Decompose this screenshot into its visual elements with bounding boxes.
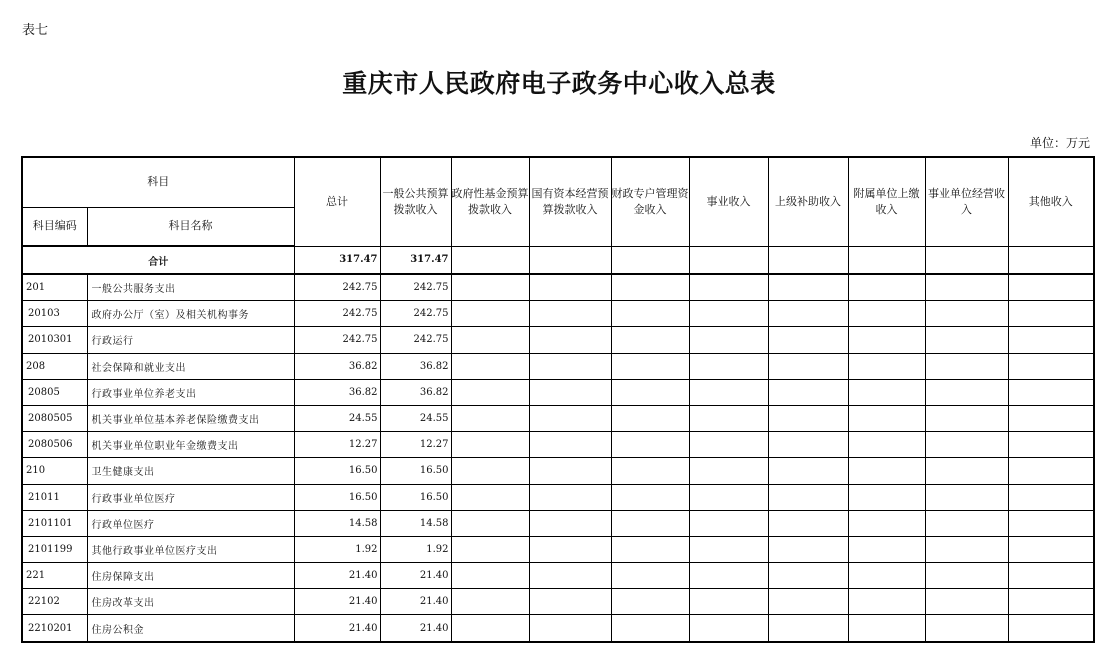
empty-cell <box>451 301 529 327</box>
subject-code-cell: 2101199 <box>22 536 87 562</box>
total-cell: 21.40 <box>294 563 380 589</box>
subject-code-cell: 21011 <box>22 484 87 510</box>
empty-cell <box>848 301 925 327</box>
empty-cell <box>848 458 925 484</box>
empty-cell <box>768 563 848 589</box>
empty-cell <box>848 484 925 510</box>
empty-cell <box>768 458 848 484</box>
empty-cell <box>848 510 925 536</box>
general-budget-cell: 21.40 <box>380 563 451 589</box>
total-cell: 242.75 <box>294 327 380 353</box>
total-cell: 16.50 <box>294 458 380 484</box>
table-row <box>22 536 1094 562</box>
empty-cell <box>1008 484 1094 510</box>
empty-cell <box>925 301 1008 327</box>
total-cell: 317.47 <box>294 246 380 274</box>
empty-cell <box>925 484 1008 510</box>
total-cell: 21.40 <box>294 615 380 642</box>
empty-cell <box>768 405 848 431</box>
total-cell: 36.82 <box>294 379 380 405</box>
empty-cell <box>451 379 529 405</box>
total-cell: 16.50 <box>294 484 380 510</box>
subject-code-cell: 2080506 <box>22 432 87 458</box>
empty-cell <box>925 615 1008 642</box>
empty-cell <box>529 379 611 405</box>
empty-cell <box>451 510 529 536</box>
subject-name-cell: 社会保障和就业支出 <box>87 353 294 379</box>
empty-cell <box>529 589 611 615</box>
affiliated-header: 附属单位上缴收入 <box>848 157 925 246</box>
general-budget-cell: 317.47 <box>380 246 451 274</box>
operation-header: 事业单位经营收入 <box>925 157 1008 246</box>
general-budget-cell: 12.27 <box>380 432 451 458</box>
table-row <box>22 458 1094 484</box>
empty-cell <box>611 484 689 510</box>
subject-code-cell: 221 <box>22 563 87 589</box>
total-label: 合计 <box>22 246 294 274</box>
total-row <box>22 246 1094 274</box>
subject-name-header: 科目名称 <box>87 207 294 246</box>
empty-cell <box>1008 615 1094 642</box>
empty-cell <box>451 405 529 431</box>
subject-name-cell: 政府办公厅（室）及相关机构事务 <box>87 301 294 327</box>
empty-cell <box>768 589 848 615</box>
table-row <box>22 379 1094 405</box>
empty-cell <box>689 405 768 431</box>
empty-cell <box>689 379 768 405</box>
general-budget-cell: 242.75 <box>380 301 451 327</box>
empty-cell <box>925 563 1008 589</box>
empty-cell <box>848 589 925 615</box>
empty-cell <box>611 589 689 615</box>
empty-cell <box>611 432 689 458</box>
total-cell: 21.40 <box>294 589 380 615</box>
table-row <box>22 484 1094 510</box>
empty-cell <box>768 246 848 274</box>
empty-cell <box>529 458 611 484</box>
table-number-label: 表七 <box>22 23 49 38</box>
total-header: 总计 <box>294 157 380 246</box>
empty-cell <box>1008 405 1094 431</box>
empty-cell <box>451 589 529 615</box>
empty-cell <box>1008 536 1094 562</box>
empty-cell <box>451 484 529 510</box>
empty-cell <box>689 510 768 536</box>
empty-cell <box>768 484 848 510</box>
empty-cell <box>768 379 848 405</box>
empty-cell <box>529 432 611 458</box>
empty-cell <box>689 432 768 458</box>
empty-cell <box>689 484 768 510</box>
subject-name-cell: 住房保障支出 <box>87 563 294 589</box>
subject-name-cell: 机关事业单位基本养老保险缴费支出 <box>87 405 294 431</box>
empty-cell <box>689 563 768 589</box>
empty-cell <box>848 327 925 353</box>
empty-cell <box>925 536 1008 562</box>
empty-cell <box>848 563 925 589</box>
general-budget-cell: 21.40 <box>380 615 451 642</box>
general-budget-cell: 16.50 <box>380 458 451 484</box>
table-row <box>22 563 1094 589</box>
general-budget-cell: 242.75 <box>380 274 451 301</box>
general-budget-header: 一般公共预算拨款收入 <box>380 157 451 246</box>
total-cell: 12.27 <box>294 432 380 458</box>
empty-cell <box>529 327 611 353</box>
gov-fund-header: 政府性基金预算拨款收入 <box>451 157 529 246</box>
empty-cell <box>1008 510 1094 536</box>
business-income-header: 事业收入 <box>689 157 768 246</box>
subject-code-cell: 208 <box>22 353 87 379</box>
empty-cell <box>451 615 529 642</box>
empty-cell <box>611 405 689 431</box>
empty-cell <box>1008 327 1094 353</box>
subject-name-cell: 行政事业单位养老支出 <box>87 379 294 405</box>
general-budget-cell: 36.82 <box>380 353 451 379</box>
empty-cell <box>768 536 848 562</box>
empty-cell <box>529 484 611 510</box>
total-cell: 14.58 <box>294 510 380 536</box>
empty-cell <box>1008 246 1094 274</box>
empty-cell <box>689 274 768 301</box>
empty-cell <box>925 353 1008 379</box>
subject-code-cell: 2210201 <box>22 615 87 642</box>
total-cell: 1.92 <box>294 536 380 562</box>
state-capital-header: 国有资本经营预算拨款收入 <box>529 157 611 246</box>
empty-cell <box>611 379 689 405</box>
empty-cell <box>689 246 768 274</box>
empty-cell <box>1008 458 1094 484</box>
empty-cell <box>611 327 689 353</box>
empty-cell <box>529 246 611 274</box>
empty-cell <box>1008 274 1094 301</box>
empty-cell <box>611 301 689 327</box>
empty-cell <box>768 432 848 458</box>
subject-code-cell: 2010301 <box>22 327 87 353</box>
subject-code-cell: 210 <box>22 458 87 484</box>
total-cell: 242.75 <box>294 274 380 301</box>
empty-cell <box>611 563 689 589</box>
table-row <box>22 327 1094 353</box>
empty-cell <box>925 274 1008 301</box>
subject-name-cell: 行政运行 <box>87 327 294 353</box>
empty-cell <box>689 536 768 562</box>
empty-cell <box>689 327 768 353</box>
empty-cell <box>768 353 848 379</box>
empty-cell <box>451 274 529 301</box>
empty-cell <box>611 458 689 484</box>
empty-cell <box>451 246 529 274</box>
fiscal-special-header: 财政专户管理资金收入 <box>611 157 689 246</box>
table-row <box>22 274 1094 301</box>
empty-cell <box>768 327 848 353</box>
subject-name-cell: 行政事业单位医疗 <box>87 484 294 510</box>
other-income-header: 其他收入 <box>1008 157 1094 246</box>
empty-cell <box>768 510 848 536</box>
subject-name-cell: 机关事业单位职业年金缴费支出 <box>87 432 294 458</box>
empty-cell <box>611 510 689 536</box>
total-cell: 24.55 <box>294 405 380 431</box>
empty-cell <box>925 589 1008 615</box>
empty-cell <box>451 458 529 484</box>
empty-cell <box>451 563 529 589</box>
empty-cell <box>925 246 1008 274</box>
general-budget-cell: 14.58 <box>380 510 451 536</box>
empty-cell <box>925 432 1008 458</box>
table-row <box>22 589 1094 615</box>
subject-code-header: 科目编码 <box>22 207 87 246</box>
empty-cell <box>848 246 925 274</box>
empty-cell <box>451 432 529 458</box>
empty-cell <box>768 301 848 327</box>
subject-name-cell: 卫生健康支出 <box>87 458 294 484</box>
empty-cell <box>925 327 1008 353</box>
general-budget-cell: 21.40 <box>380 589 451 615</box>
empty-cell <box>848 536 925 562</box>
empty-cell <box>925 405 1008 431</box>
empty-cell <box>529 536 611 562</box>
empty-cell <box>529 274 611 301</box>
subject-code-cell: 201 <box>22 274 87 301</box>
empty-cell <box>529 405 611 431</box>
subject-name-cell: 一般公共服务支出 <box>87 274 294 301</box>
empty-cell <box>611 536 689 562</box>
unit-label: 单位：万元 <box>1029 136 1090 150</box>
subject-code-cell: 2080505 <box>22 405 87 431</box>
empty-cell <box>611 246 689 274</box>
empty-cell <box>689 615 768 642</box>
empty-cell <box>451 353 529 379</box>
subject-code-cell: 22102 <box>22 589 87 615</box>
table-row <box>22 353 1094 379</box>
general-budget-cell: 24.55 <box>380 405 451 431</box>
table-row <box>22 510 1094 536</box>
empty-cell <box>529 615 611 642</box>
empty-cell <box>689 458 768 484</box>
empty-cell <box>848 353 925 379</box>
empty-cell <box>529 510 611 536</box>
income-summary-table <box>21 156 1095 643</box>
empty-cell <box>611 353 689 379</box>
table-row <box>22 405 1094 431</box>
empty-cell <box>925 510 1008 536</box>
subject-code-cell: 20103 <box>22 301 87 327</box>
general-budget-cell: 16.50 <box>380 484 451 510</box>
empty-cell <box>529 301 611 327</box>
total-cell: 242.75 <box>294 301 380 327</box>
empty-cell <box>768 274 848 301</box>
table-row <box>22 301 1094 327</box>
empty-cell <box>1008 432 1094 458</box>
empty-cell <box>1008 379 1094 405</box>
total-cell: 36.82 <box>294 353 380 379</box>
subject-code-cell: 20805 <box>22 379 87 405</box>
general-budget-cell: 1.92 <box>380 536 451 562</box>
empty-cell <box>1008 563 1094 589</box>
subject-name-cell: 住房公积金 <box>87 615 294 642</box>
empty-cell <box>848 405 925 431</box>
table-row <box>22 432 1094 458</box>
empty-cell <box>768 615 848 642</box>
empty-cell <box>611 274 689 301</box>
empty-cell <box>925 379 1008 405</box>
empty-cell <box>451 536 529 562</box>
subject-header: 科目 <box>22 157 294 207</box>
empty-cell <box>529 353 611 379</box>
page-title: 重庆市人民政府电子政务中心收入总表 <box>342 69 776 98</box>
table-row <box>22 615 1094 642</box>
empty-cell <box>1008 301 1094 327</box>
higher-subsidy-header: 上级补助收入 <box>768 157 848 246</box>
empty-cell <box>689 353 768 379</box>
empty-cell <box>848 432 925 458</box>
empty-cell <box>848 274 925 301</box>
empty-cell <box>689 301 768 327</box>
empty-cell <box>611 615 689 642</box>
empty-cell <box>1008 353 1094 379</box>
empty-cell <box>848 379 925 405</box>
empty-cell <box>689 589 768 615</box>
subject-code-cell: 2101101 <box>22 510 87 536</box>
general-budget-cell: 242.75 <box>380 327 451 353</box>
empty-cell <box>451 327 529 353</box>
general-budget-cell: 36.82 <box>380 379 451 405</box>
empty-cell <box>925 458 1008 484</box>
subject-name-cell: 其他行政事业单位医疗支出 <box>87 536 294 562</box>
empty-cell <box>529 563 611 589</box>
empty-cell <box>1008 589 1094 615</box>
subject-name-cell: 住房改革支出 <box>87 589 294 615</box>
subject-name-cell: 行政单位医疗 <box>87 510 294 536</box>
empty-cell <box>848 615 925 642</box>
